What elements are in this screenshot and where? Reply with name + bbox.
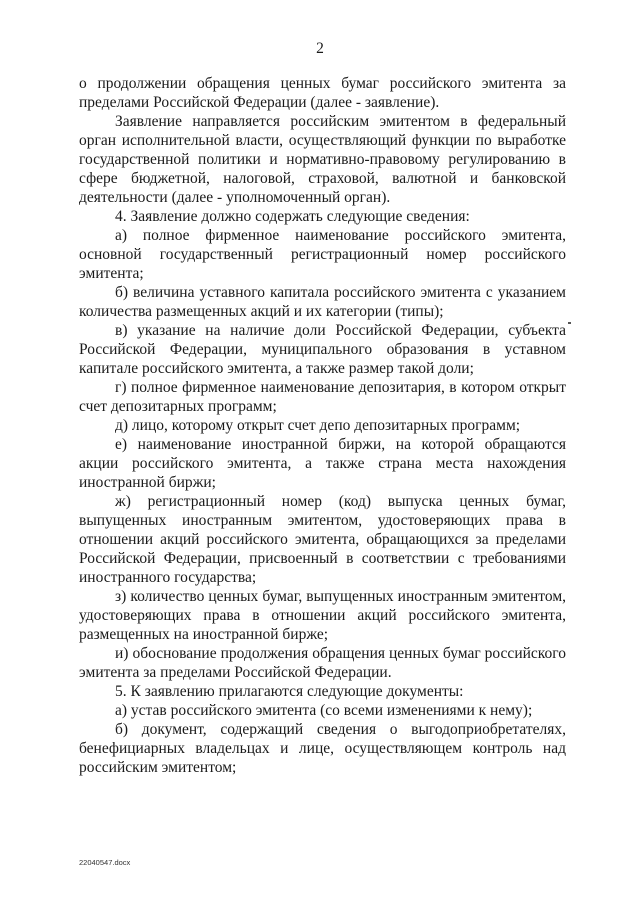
paragraph: а) полное фирменное наименование российского эмитента, основной государственный регистрационный номер российского эмитента; — [79, 227, 566, 282]
paragraph: о продолжении обращения ценных бумаг российского эмитента за пределами Российской Федерации (далее - заявление). — [79, 75, 566, 111]
document-body — [79, 74, 566, 777]
paragraph: б) документ, содержащий сведения о выгодоприобретателях, бенефициарных владельцах и лице, осуществляющем контроль над российским эмитентом; — [79, 721, 566, 776]
paragraph: а) устав российского эмитента (со всеми изменениями к нему); — [115, 702, 533, 719]
paragraph: в) указание на наличие доли Российской Федерации, субъекта Российской Федерации, муниципального образования в уставном капитале российского эмитента, а также размер такой доли; — [79, 322, 566, 377]
paragraph: 4. Заявление должно содержать следующие сведения: — [115, 208, 470, 225]
margin-mark — [568, 322, 571, 324]
paragraph: е) наименование иностранной биржи, на которой обращаются акции российского эмитента, а также страна места нахождения иностранной биржи; — [79, 436, 566, 491]
paragraph: д) лицо, которому открыт счет депо депозитарных программ; — [115, 417, 521, 434]
paragraph: и) обоснование продолжения обращения ценных бумаг российского эмитента за пределами Российской Федерации. — [79, 645, 566, 681]
paragraph: 5. К заявлению прилагаются следующие документы: — [115, 683, 464, 700]
paragraph: г) полное фирменное наименование депозитария, в котором открыт счет депозитарных программ; — [79, 379, 566, 415]
paragraph: Заявление направляется российским эмитентом в федеральный орган исполнительной власти, осуществляющий функции по выработке государственной политики и нормативно-правовому регулированию в сфере бюджетной, налоговой, страховой, валютной и банковской деятельности (далее - уполномоченный орган). — [79, 113, 566, 206]
footer-filename: 22040547.docx — [79, 858, 131, 867]
paragraph: з) количество ценных бумаг, выпущенных иностранным эмитентом, удостоверяющих права в отношении акций российского эмитента, размещенных на иностранной бирже; — [79, 588, 566, 643]
paragraph: б) величина уставного капитала российского эмитента с указанием количества размещенных акций и их категории (типы); — [79, 284, 566, 320]
page-number: 2 — [316, 40, 324, 57]
paragraph: ж) регистрационный номер (код) выпуска ценных бумаг, выпущенных иностранным эмитентом, удостоверяющих права в отношении акций российского эмитента, обращающихся за пределами Российской Федерации, присвоенный в соответствии с требованиями иностранного государства; — [79, 493, 566, 586]
